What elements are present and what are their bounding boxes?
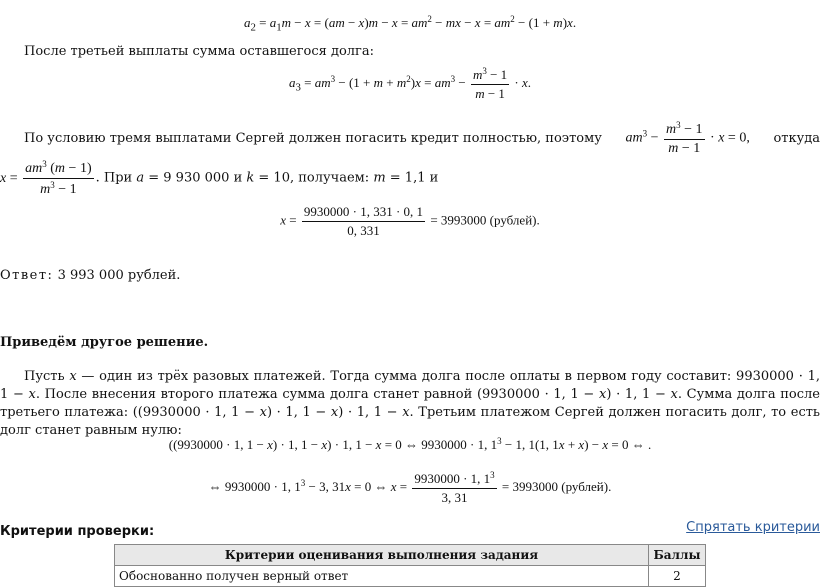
answer: Ответ: 3 993 000 рублей. [0, 268, 181, 283]
after-third-text: После третьей выплаты сумма оставшегося долга: [24, 44, 374, 59]
criteria-cell: Обоснованно получен верный ответ [115, 566, 649, 587]
formula-a3: $a_3 = am^3 - (1 + m + m^2)x = am^3$ − $\frac{m^3 - 1}{m - 1}$ · x. [288, 66, 532, 101]
hide-criteria-link[interactable]: Спрятать критерии [686, 520, 820, 535]
table-row [115, 566, 706, 587]
points-cell: 2 [649, 566, 706, 587]
other-solution-heading: Приведём другое решение. [0, 335, 209, 350]
criteria-title: Критерии проверки: [0, 524, 155, 539]
condition-paragraph: По условию тремя выплатами Сергей должен погасить кредит полностью, поэтому $am^3$ − $\frac{m^3 - 1}{m - 1}$ · x = 0, откуда x = $\frac{am^3 (m - 1)}{m^3 - 1}$ . При a = 9 930 000 и k = 10, получаем: m = 1,1 и [0, 120, 820, 197]
equation-zero: ((9930000 · 1, 1 − x) · 1, 1 − x) · 1, 1 − x = 0 ⇔ 9930000 · 1, $1^3 - 1$, 1(1, 1x + x) − x = 0 ⇔ . [168, 436, 652, 452]
equation-final: ⇔ 9930000 · 1, $1^3 - 3$, 31x = 0 ⇔ x = $\frac{9930000 \cdot 1, 1^3}{3, 31}$ = 3993000 (рублей). [208, 470, 612, 505]
col-points-header: Баллы [649, 545, 706, 566]
criteria-table [114, 544, 706, 587]
solution-2-paragraph: Пусть x — один из трёх разовых платежей. Тогда сумма долга после оплаты в первом году составит: 9930000 · 1, 1 − x. После внесения второго платежа сумма долга станет равной (9930000 · 1, 1 − x) · 1, 1 − x. Сумма долга после третьего платежа: ((9930000 · 1, 1 − x) · 1, 1 − x) · 1, 1 − x. Третьим платежом Сергей должен погасить долг, то есть долг станет равным нулю: [0, 369, 820, 438]
col-criteria-header: Критерии оценивания выполнения задания [115, 545, 649, 566]
formula-x-result: x = $\frac{9930000 \cdot 1, 331 \cdot 0, 1}{0, 331}$ = 3993000 (рублей). [280, 204, 540, 238]
formula-a2: $a_2 = a_1m - x = (am - x)m - x = am^2$ − mx − $x = am^2 - (1 + m)x$. [243, 14, 577, 34]
